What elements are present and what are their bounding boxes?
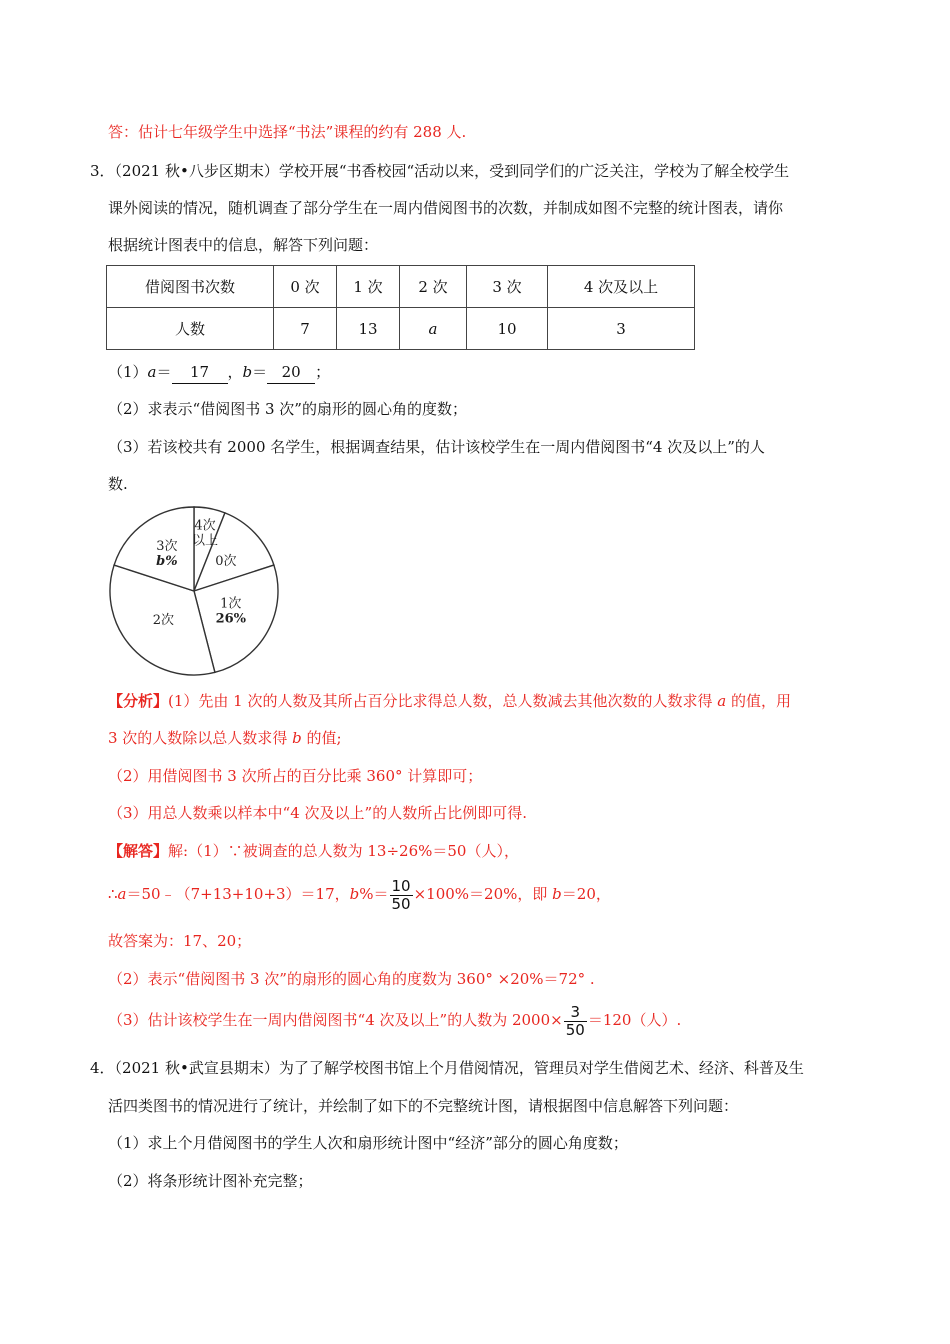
- q4-sub-1: （1）求上个月借阅图书的学生人次和扇形统计图中“经济”部分的圆心角度数；: [108, 1134, 628, 1152]
- pie-value-label: 26%: [215, 611, 247, 627]
- analysis-line-2: 3 次的人数除以总人数求得 b 的值;: [108, 729, 342, 747]
- table-cell: 3: [548, 308, 695, 350]
- q3-sub-2: （2）求表示“借阅图书 3 次”的扇形的圆心角的度数；: [108, 400, 467, 418]
- q3-sub-3-line-1: （3）若该校共有 2000 名学生，根据调查结果，估计该校学生在一周内借阅图书“4 次及以上”的人: [108, 438, 765, 456]
- analysis-line-3: （2）用借阅图书 3 次所占的百分比乘 360° 计算即可；: [108, 767, 483, 785]
- table-row: [107, 308, 695, 350]
- q3-sub-1: （1）a＝ 17 ，b＝ 20 ；: [108, 361, 330, 384]
- pie-slice-label: 2次: [152, 612, 175, 628]
- table-cell: 3 次: [467, 266, 548, 308]
- q3-sub-3-line-2: 数.: [108, 475, 128, 493]
- table-header-row: [107, 266, 695, 308]
- solution-line-2: ∴a＝50﹣（7+13+10+3）＝17，b%＝ $\frac{10}{50}$ ×100%＝20%，即 b＝20，: [108, 876, 611, 913]
- pie-slice-label: 4次: [194, 518, 216, 534]
- solution-line-3: 故答案为：17、20；: [108, 932, 252, 950]
- previous-answer: 答：估计七年级学生中选择“书法”课程的约有 288 人.: [108, 123, 467, 141]
- table-cell: 7: [274, 308, 337, 350]
- table-cell: 0 次: [274, 266, 337, 308]
- q4-sub-2: （2）将条形统计图补充完整；: [108, 1172, 313, 1190]
- pie-slice-label: 0次: [215, 554, 237, 570]
- solution-line-4: （2）表示“借阅图书 3 次”的扇形的圆心角的度数为 360° ×20%＝72° .: [108, 970, 595, 988]
- q4-text-line-1: 4．（2021 秋•武宣县期末）为了了解学校图书馆上个月借阅情况，管理员对学生借阅艺术、经济、科普及生: [90, 1059, 804, 1077]
- pie-slice-label: 1次: [220, 596, 242, 612]
- analysis-line-4: （3）用总人数乘以样本中“4 次及以上”的人数所占比例即可得.: [108, 804, 527, 822]
- table-cell: 1 次: [337, 266, 400, 308]
- analysis-line-1: 【分析】(1）先由 1 次的人数及其所占百分比求得总人数，总人数减去其他次数的人数求得 a 的值，用: [108, 692, 791, 710]
- answer-b-blank: 20: [267, 361, 315, 384]
- solution-line-5: （3）估计该校学生在一周内借阅图书“4 次及以上”的人数为 2000× $\frac{3}{50}$ ＝120（人）.: [108, 1002, 682, 1039]
- pie-slice-label: 以上: [192, 533, 219, 549]
- table-cell: 借阅图书次数: [107, 266, 274, 308]
- answer-a-blank: 17: [172, 361, 228, 384]
- table-cell: a: [400, 308, 467, 350]
- table-cell: 2 次: [400, 266, 467, 308]
- table-cell: 4 次及以上: [548, 266, 695, 308]
- q4-text-line-2: 活四类图书的情况进行了统计，并绘制了如下的不完整统计图，请根据图中信息解答下列问题：: [108, 1097, 739, 1115]
- pie-slice-label: 3次: [156, 539, 178, 555]
- solution-line-1: 【解答】解:（1）∵被调查的总人数为 13÷26%＝50（人），: [108, 842, 519, 860]
- table-cell: 人数: [107, 308, 274, 350]
- q3-text-line-1: 3．（2021 秋•八步区期末）学校开展“书香校园“活动以来，受到同学们的广泛关注，学校为了解全校学生: [90, 162, 790, 180]
- pie-value-label: b%: [156, 554, 178, 570]
- table-cell: 13: [337, 308, 400, 350]
- pie-chart: [104, 505, 284, 685]
- q3-text-line-3: 根据统计图表中的信息，解答下列问题：: [108, 236, 379, 254]
- q3-text-line-2: 课外阅读的情况，随机调查了部分学生在一周内借阅图书的次数，并制成如图不完整的统计图表，请你: [108, 199, 784, 217]
- fraction-3-over-50: $\frac{3}{50}$: [565, 1002, 585, 1039]
- borrow-stats-table: [106, 265, 695, 350]
- fraction-10-over-50: $\frac{10}{50}$: [391, 876, 411, 913]
- table-cell: 10: [467, 308, 548, 350]
